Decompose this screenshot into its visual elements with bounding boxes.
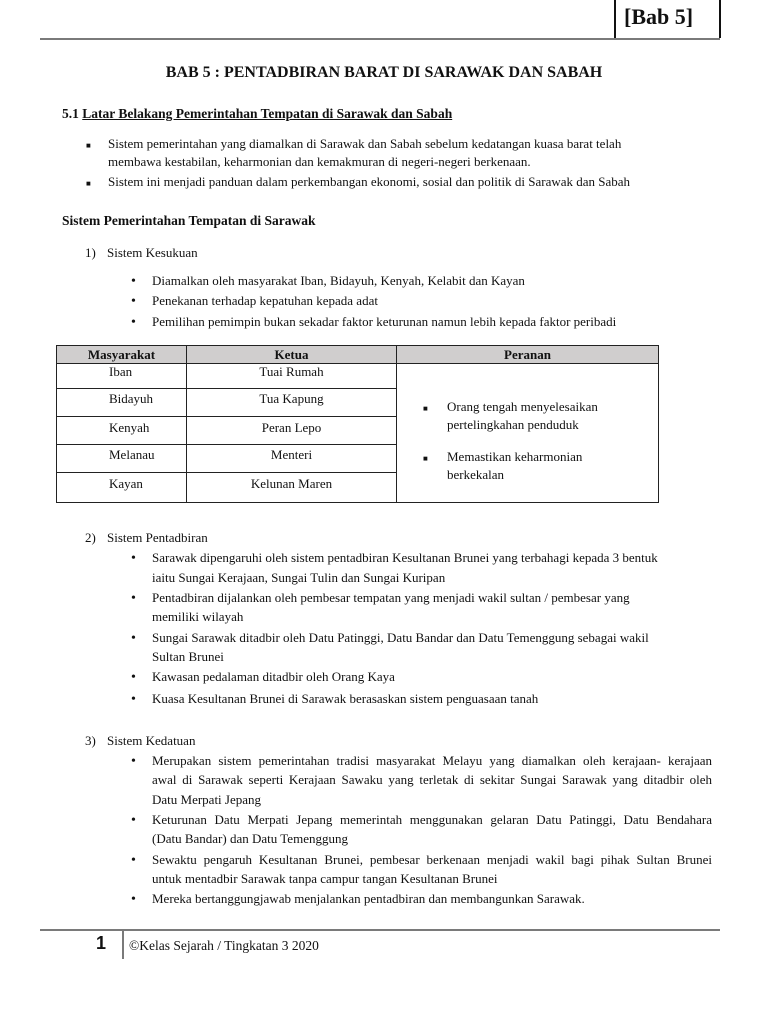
system-title: Sistem Kesukuan [107,245,198,260]
list-item: Penekanan terhadap kepatuhan kepada adat [152,293,378,308]
list-item: Datu Merpati Jepang [152,792,262,807]
intro-bullet-line: Sistem pemerintahan yang diamalkan di Sarawak dan Sabah sebelum kedatangan kuasa barat telah [108,136,622,151]
header-rule [40,38,720,40]
role-line: pertelingkahan penduduk [447,417,579,432]
round-bullet-icon: • [131,813,136,828]
list-item: (Datu Bandar) dan Datu Temenggung [152,831,348,846]
square-bullet-icon: ■ [86,179,91,188]
table-cell: Bidayuh [57,389,187,417]
role-line [447,399,642,415]
round-bullet-icon: • [131,551,136,566]
footer-rule [124,929,720,931]
section-number: 5.1 [62,106,79,121]
page-title: BAB 5 : PENTADBIRAN BARAT DI SARAWAK DAN SABAH [165,64,603,81]
list-item: Pemilihan pemimpin bukan sekadar faktor keturunan namun lebih kepada faktor peribadi [152,314,617,329]
system-title: Sistem Kedatuan [107,733,196,748]
list-item: Sungai Sarawak ditadbir oleh Datu Patinggi, Datu Bandar dan Datu Temenggung sebagai wakil [152,630,649,645]
page-number: 1 [96,933,107,953]
square-bullet-icon: ■ [423,404,428,413]
system-number: 1) [85,245,96,260]
round-bullet-icon: • [131,754,136,769]
list-item: Mereka bertanggungjawab menjalankan pentadbiran dan membangunkan Sarawak. [152,891,585,906]
round-bullet-icon: • [131,892,136,907]
leaders-table [56,345,659,503]
footer-copyright: ©Kelas Sejarah / Tingkatan 3 2020 [129,938,319,953]
header-tab-divider [614,0,616,38]
roles-cell [397,364,659,503]
table-cell: Kenyah [57,417,187,445]
system-number: 2) [85,530,96,545]
subheading: Sistem Pemerintahan Tempatan di Sarawak [62,213,316,228]
column-header: Peranan [397,346,659,364]
round-bullet-icon: • [131,591,136,606]
column-header: Ketua [187,346,397,364]
list-item: Pentadbiran dijalankan oleh pembesar tempatan yang menjadi wakil sultan / pembesar yang [152,590,630,605]
footer-rule [40,929,124,931]
role-line: Memastikan keharmonian [447,449,583,464]
column-header: Masyarakat [57,346,187,364]
footer-divider [122,931,124,959]
list-item: Diamalkan oleh masyarakat Iban, Bidayuh, Kenyah, Kelabit dan Kayan [152,273,525,288]
section-heading [62,106,452,122]
intro-bullet-line: membawa kestabilan, keharmonian dan kemakmuran di negeri-negeri berkenaan. [108,154,531,169]
table-cell: Tua Kapung [187,389,397,417]
list-item: Merupakan sistem pemerintahan tradisi masyarakat Melayu yang diamalkan oleh kerajaan- kerajaan [152,753,712,768]
table-cell: Peran Lepo [187,417,397,445]
table-cell: Tuai Rumah [187,364,397,389]
system-number: 3) [85,733,96,748]
round-bullet-icon: • [131,315,136,330]
round-bullet-icon: • [131,853,136,868]
intro-bullet-line: Sistem ini menjadi panduan dalam perkembangan ekonomi, sosial dan politik di Sarawak dan Sabah [108,174,631,189]
table-cell: Kelunan Maren [187,473,397,503]
square-bullet-icon: ■ [423,454,428,463]
header-tab-border [719,0,721,38]
system-title: Sistem Pentadbiran [107,530,208,545]
chapter-tag: [Bab 5] [624,4,694,29]
round-bullet-icon: • [131,692,136,707]
role-text: Orang tengah menyelesaikan [447,399,598,414]
role-line: berkekalan [447,467,505,482]
round-bullet-icon: • [131,670,136,685]
list-item: untuk mentadbir Sarawak tanpa campur tangan Kesultanan Brunei [152,871,498,886]
table-cell: Melanau [57,445,187,473]
list-item: Kuasa Kesultanan Brunei di Sarawak berasaskan sistem penguasaan tanah [152,691,539,706]
list-item: Kawasan pedalaman ditadbir oleh Orang Kaya [152,669,395,684]
round-bullet-icon: • [131,274,136,289]
list-item: awal di Sarawak seperti Kerajaan Sawaku yang terletak di sekitar Sungai Sarawak yang ditadbir oleh [152,772,712,787]
list-item: Keturunan Datu Merpati Jepang memerintah menggunakan gelaran Datu Patinggi, Datu Bendahara [152,812,712,827]
table-row [57,364,659,389]
table-header-row [57,346,659,364]
round-bullet-icon: • [131,294,136,309]
list-item: iaitu Sungai Kerajaan, Sungai Tulin dan Sungai Kuripan [152,570,446,585]
list-item: memiliki wilayah [152,609,244,624]
list-item: Sewaktu pengaruh Kesultanan Brunei, pembesar berkenaan menjadi wakil bagi pihak Sultan Brunei [152,852,712,867]
table-cell: Kayan [57,473,187,503]
round-bullet-icon: • [131,631,136,646]
table-cell: Iban [57,364,187,389]
list-item: Sarawak dipengaruhi oleh sistem pentadbiran Kesultanan Brunei yang terbahagi kepada 3 bentuk [152,550,658,565]
square-bullet-icon: ■ [86,141,91,150]
table-cell: Menteri [187,445,397,473]
section-title: Latar Belakang Pemerintahan Tempatan di Sarawak dan Sabah [82,106,453,121]
list-item: Sultan Brunei [152,649,224,664]
